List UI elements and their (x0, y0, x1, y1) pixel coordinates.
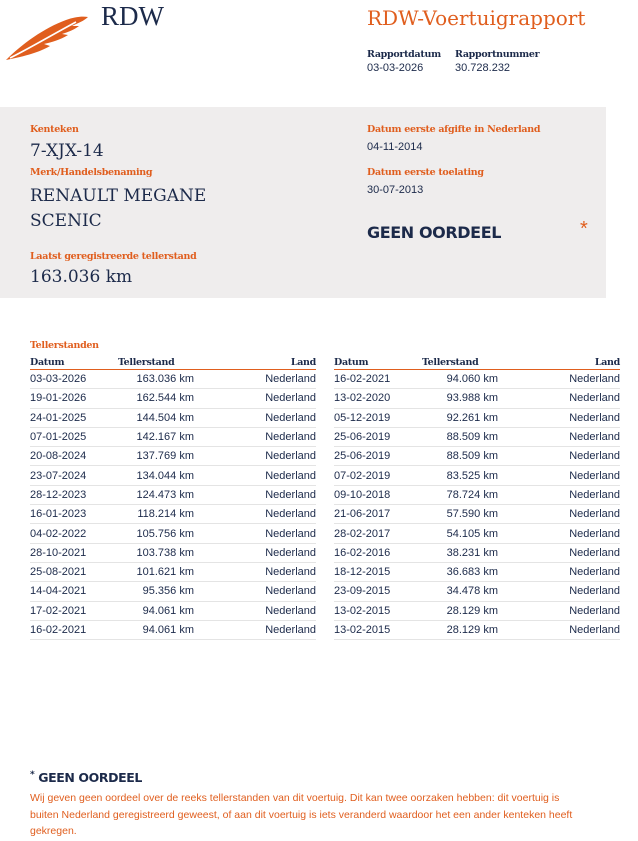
reading-date: 07-01-2025 (30, 427, 118, 446)
reading-country: Nederland (194, 505, 316, 524)
first-admission-label: Datum eerste toelating (367, 167, 484, 178)
reading-value: 124.473 km (118, 485, 194, 504)
note-asterisk: * (30, 770, 35, 780)
note-body: Wij geven geen oordeel over de reeks tellerstanden van dit voertuig. Dit kan twee oorzaken hebben: dit voertuig is buiten Nederland geregistreerd geweest, of aan dit voertuig is iets veranderd waardoor het een ander kenteken heeft gekregen. (30, 792, 573, 837)
reading-value: 137.769 km (118, 447, 194, 466)
plate-label: Kenteken (30, 124, 79, 135)
verdict: GEEN OORDEEL (367, 223, 502, 242)
note-title (30, 770, 142, 785)
reading-value: 94.060 km (422, 370, 498, 389)
table-row (334, 524, 620, 543)
reading-country: Nederland (194, 485, 316, 504)
reading-date: 14-04-2021 (30, 582, 118, 601)
table-row (334, 370, 620, 389)
reading-country: Nederland (194, 427, 316, 446)
table-row (30, 524, 316, 543)
table-row (334, 505, 620, 524)
rdw-logo-icon (4, 14, 90, 62)
first-registration-nl-value: 04-11-2014 (367, 141, 423, 153)
reading-country: Nederland (498, 370, 620, 389)
reading-value: 38.231 km (422, 543, 498, 562)
reading-value: 34.478 km (422, 582, 498, 601)
make-line-2: SCENIC (30, 211, 102, 231)
col-country-header: Land (498, 355, 620, 370)
reading-value: 105.756 km (118, 524, 194, 543)
table-row (334, 427, 620, 446)
reading-country: Nederland (194, 620, 316, 639)
reading-country: Nederland (194, 408, 316, 427)
reading-country: Nederland (498, 389, 620, 408)
reading-country: Nederland (498, 543, 620, 562)
report-date-block (367, 49, 441, 74)
odometer-label: Laatst geregistreerde tellerstand (30, 251, 197, 262)
reading-country: Nederland (194, 601, 316, 620)
odometer-value: 163.036 km (30, 267, 133, 287)
table-row (334, 466, 620, 485)
reading-date: 16-02-2016 (334, 543, 422, 562)
reading-value: 93.988 km (422, 389, 498, 408)
reading-country: Nederland (194, 543, 316, 562)
reading-date: 21-06-2017 (334, 505, 422, 524)
make-label: Merk/Handelsbenaming (30, 167, 153, 178)
reading-date: 23-07-2024 (30, 466, 118, 485)
col-reading-header: Tellerstand (422, 355, 498, 370)
reading-value: 57.590 km (422, 505, 498, 524)
reading-country: Nederland (194, 562, 316, 581)
table-header-row (334, 355, 620, 370)
reading-date: 25-08-2021 (30, 562, 118, 581)
report-date: 03-03-2026 (367, 62, 424, 74)
reading-date: 18-12-2015 (334, 562, 422, 581)
readings-table-left (30, 355, 316, 640)
reading-value: 92.261 km (422, 408, 498, 427)
reading-value: 95.356 km (118, 582, 194, 601)
reading-country: Nederland (498, 524, 620, 543)
reading-date: 09-10-2018 (334, 485, 422, 504)
reading-country: Nederland (194, 524, 316, 543)
reading-value: 78.724 km (422, 485, 498, 504)
table-row (334, 485, 620, 504)
table-row (30, 601, 316, 620)
reading-country: Nederland (194, 389, 316, 408)
reading-country: Nederland (498, 562, 620, 581)
table-row (30, 447, 316, 466)
reading-date: 13-02-2015 (334, 601, 422, 620)
reading-date: 28-12-2023 (30, 485, 118, 504)
reading-value: 28.129 km (422, 620, 498, 639)
reading-value: 54.105 km (422, 524, 498, 543)
report-title: RDW-Voertuigrapport (367, 6, 586, 30)
reading-country: Nederland (498, 447, 620, 466)
readings-title: Tellerstanden (30, 340, 99, 351)
table-row (334, 543, 620, 562)
col-date-header: Datum (30, 355, 118, 370)
reading-country: Nederland (194, 466, 316, 485)
reading-value: 134.044 km (118, 466, 194, 485)
table-row (334, 562, 620, 581)
reading-country: Nederland (498, 505, 620, 524)
report-number-label: Rapportnummer (455, 49, 540, 60)
reading-country: Nederland (498, 582, 620, 601)
brand-name: RDW (101, 1, 164, 31)
table-row (30, 543, 316, 562)
reading-value: 118.214 km (118, 505, 194, 524)
reading-value: 88.509 km (422, 447, 498, 466)
note-title-text: GEEN OORDEEL (38, 770, 142, 785)
col-date-header: Datum (334, 355, 422, 370)
table-row (30, 620, 316, 639)
col-reading-header: Tellerstand (118, 355, 194, 370)
reading-value: 142.167 km (118, 427, 194, 446)
table-row (30, 466, 316, 485)
reading-date: 13-02-2020 (334, 389, 422, 408)
reading-value: 94.061 km (118, 620, 194, 639)
reading-country: Nederland (194, 582, 316, 601)
report-date-label: Rapportdatum (367, 49, 441, 60)
table-header-row (30, 355, 316, 370)
table-row (334, 620, 620, 639)
table-row (30, 582, 316, 601)
reading-country: Nederland (498, 620, 620, 639)
reading-value: 28.129 km (422, 601, 498, 620)
col-country-header: Land (194, 355, 316, 370)
reading-value: 162.544 km (118, 389, 194, 408)
first-admission-value: 30-07-2013 (367, 184, 424, 196)
reading-country: Nederland (498, 466, 620, 485)
reading-date: 25-06-2019 (334, 427, 422, 446)
first-registration-nl-label: Datum eerste afgifte in Nederland (367, 124, 541, 135)
reading-value: 36.683 km (422, 562, 498, 581)
table-row (30, 370, 316, 389)
reading-date: 24-01-2025 (30, 408, 118, 427)
reading-date: 25-06-2019 (334, 447, 422, 466)
report-number-block (455, 49, 539, 74)
readings-table-right (334, 355, 620, 640)
report-number: 30.728.232 (455, 62, 511, 74)
reading-date: 28-10-2021 (30, 543, 118, 562)
table-row (30, 505, 316, 524)
table-row (334, 389, 620, 408)
reading-date: 05-12-2019 (334, 408, 422, 427)
reading-country: Nederland (498, 601, 620, 620)
reading-value: 103.738 km (118, 543, 194, 562)
table-row (30, 427, 316, 446)
reading-country: Nederland (194, 370, 316, 389)
table-row (334, 408, 620, 427)
reading-date: 19-01-2026 (30, 389, 118, 408)
make-line-1: RENAULT MEGANE (30, 186, 207, 206)
reading-date: 16-01-2023 (30, 505, 118, 524)
reading-date: 07-02-2019 (334, 466, 422, 485)
reading-date: 20-08-2024 (30, 447, 118, 466)
table-row (334, 447, 620, 466)
table-row (334, 601, 620, 620)
reading-value: 101.621 km (118, 562, 194, 581)
readings-left-body (30, 370, 316, 640)
table-row (30, 389, 316, 408)
verdict-asterisk: * (580, 218, 588, 240)
reading-value: 83.525 km (422, 466, 498, 485)
reading-date: 16-02-2021 (30, 620, 118, 639)
table-row (30, 562, 316, 581)
reading-date: 28-02-2017 (334, 524, 422, 543)
reading-date: 16-02-2021 (334, 370, 422, 389)
reading-value: 144.504 km (118, 408, 194, 427)
table-row (30, 408, 316, 427)
reading-country: Nederland (498, 408, 620, 427)
reading-date: 03-03-2026 (30, 370, 118, 389)
reading-country: Nederland (498, 427, 620, 446)
readings-right-body (334, 370, 620, 640)
reading-date: 23-09-2015 (334, 582, 422, 601)
reading-date: 13-02-2015 (334, 620, 422, 639)
reading-value: 163.036 km (118, 370, 194, 389)
reading-value: 88.509 km (422, 427, 498, 446)
plate-value: 7-XJX-14 (30, 141, 104, 161)
reading-date: 04-02-2022 (30, 524, 118, 543)
table-row (30, 485, 316, 504)
table-row (334, 582, 620, 601)
reading-value: 94.061 km (118, 601, 194, 620)
reading-country: Nederland (194, 447, 316, 466)
reading-date: 17-02-2021 (30, 601, 118, 620)
reading-country: Nederland (498, 485, 620, 504)
